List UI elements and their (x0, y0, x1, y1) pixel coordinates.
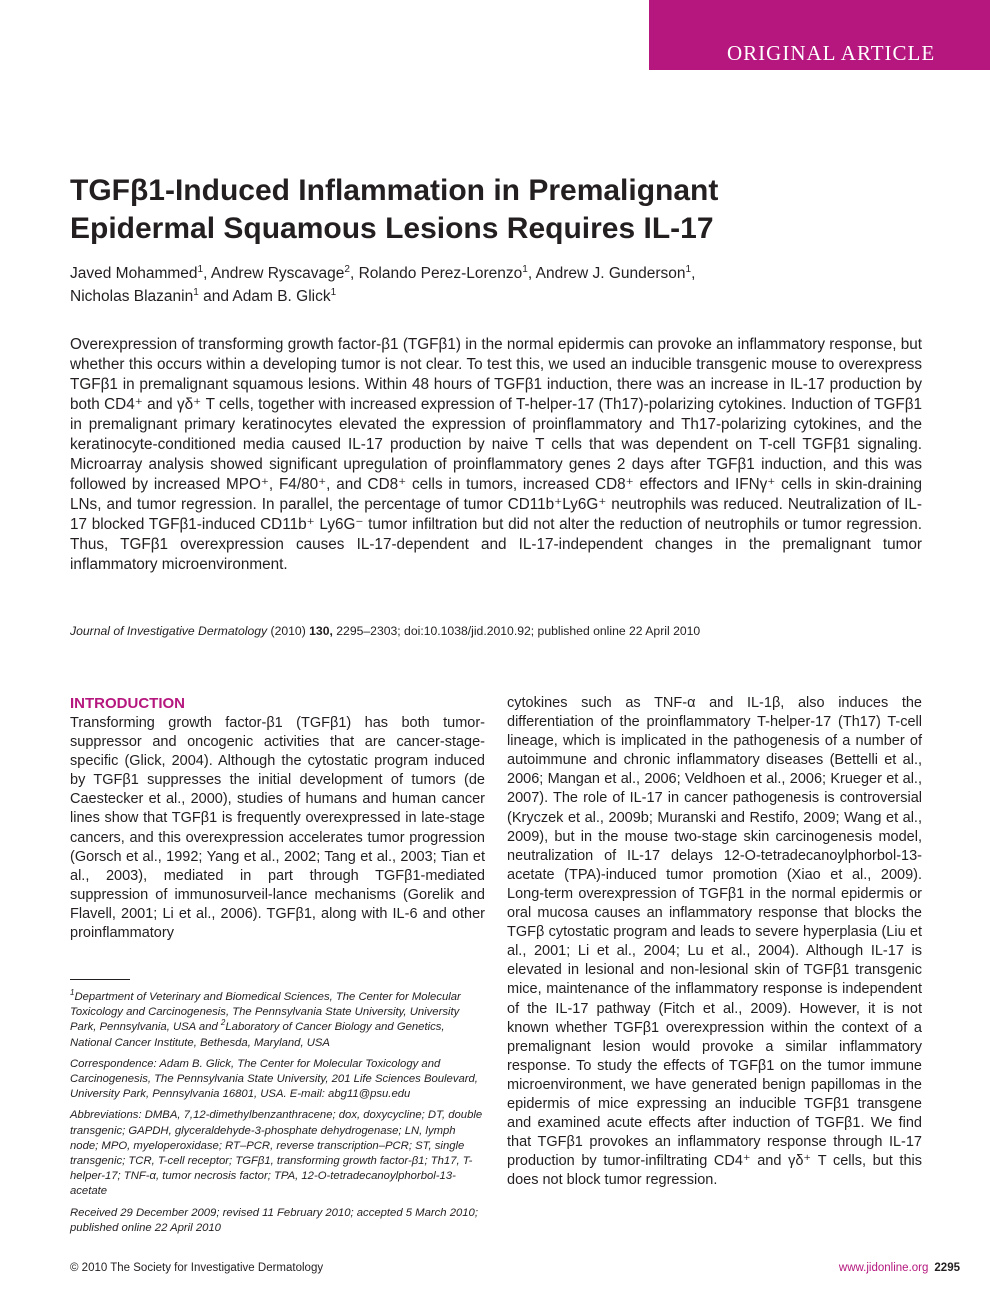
citation-journal: Journal of Investigative Dermatology (70, 624, 268, 638)
introduction-text-right: cytokines such as TNF-α and IL-1β, also induces the differentiation of the proinflammatory T-helper-17 (Th17) T-cell lineage, which is implicated in the pathogenesis of a number of autoimmune and chronic inflammatory diseases (Bettelli et al., 2006; Mangan et al., 2006; Veldhoen et al., 2006; Krueger et al., 2007). The role of IL-17 in cancer pathogenesis is controversial (Kryczek et al., 2009b; Muranski and Restifo, 2009; Wang et al., 2009), but in the mouse two-stage skin carcinogenesis model, neutralization of IL-17 delays 12-O-tetradecanoylphorbol-13-acetate (TPA)-induced tumor promotion (Xiao et al., 2009). Long-term overexpression of TGFβ1 in the normal epidermis or oral mucosa causes an inflammatory response that blocks the TGFβ cytostatic program and leads to severe hyperplasia (Liu et al., 2001; Li et al., 2004; Lu et al., 2004). Although IL-17 is elevated in lesional and non-lesional skin of TGFβ1 transgenic mice, maintenance of the inflammatory response is independent of the IL-17 pathway (Fitch et al., 2009). However, it is not known whether TGFβ1 overexpression within the context of a premalignant lesion would provoke a similar inflammatory response. To study the effects of TGFβ1 on the tumor immune microenvironment, we have generated benign papillomas in the epidermis of mice expressing an inducible TGFβ1 transgene and examined acute effects after induction of TGFβ1. We find that TGFβ1 provokes an inflammatory response through IL-17 production by tumor-infiltrating CD4⁺ and γδ⁺ T cells, but this does not block tumor regression. (507, 695, 922, 1189)
author-list (70, 262, 930, 308)
introduction-text-left: Transforming growth factor-β1 (TGFβ1) has both tumor-suppressor and oncogenic activities that are cancer-stage-specific (Glick, 2004). Although the cytostatic program induced by TGFβ1 suppresses the initial development of tumors (de Caestecker et al., 2000), studies of humans and human cancer lines show that TGFβ1 is frequently overexpressed in late-stage cancers, and this overexpression accelerates tumor progression (Gorsch et al., 1992; Yang et al., 2002; Tang et al., 2003; Tian et al., 2003), mediated in part through TGFβ1-mediated suppression of immunosurveil-lance mechanisms (Gorelik and Flavell, 2001; Li et al., 2006). TGFβ1, along with IL-6 and other proinflammatory (70, 715, 485, 942)
author-separator: , (349, 265, 359, 282)
article-title (70, 172, 950, 248)
author-name: Nicholas Blazanin (70, 288, 194, 305)
author-affiliation-mark: 1 (197, 263, 204, 275)
footnotes (70, 990, 485, 1242)
author-separator: , (527, 265, 536, 282)
abbreviations-note: Abbreviations: DMBA, 7,12-dimethylbenzanthracene; dox, doxycycline; DT, double transgenic; GAPDH, glyceraldehyde-3-phosphate dehydrogenase; LN, lymph node; MPO, myeloperoxidase; RT–PCR, reverse transcription–PCR; ST, single transgenic; TCR, T-cell receptor; TGFβ1, transforming growth factor-β1; Th17, T-helper-17; TNF-α, tumor necrosis factor; TPA, 12-O-tetradecanoylphorbol-13-acetate (70, 1109, 483, 1198)
author-name: Adam B. Glick (232, 288, 331, 305)
journal-url-link[interactable]: www.jidonline.org (838, 1262, 929, 1274)
author-name: Rolando Perez-Lorenzo (358, 265, 523, 282)
affiliation-mark: 2 (220, 1018, 226, 1028)
citation-volume: 130, (309, 624, 333, 638)
author-separator: and (198, 288, 233, 305)
right-column (507, 694, 922, 1190)
citation-line (70, 623, 930, 639)
left-column (70, 694, 485, 943)
correspondence-note: Correspondence: Adam B. Glick, The Center for Molecular Toxicology and Carcinogenesis, The Pennsylvania State University, 201 Life Sciences Boulevard, University Park, Pennsylvania 16801, USA. E-mail: abg11@psu.edu (70, 1057, 478, 1101)
received-note: Received 29 December 2009; revised 11 February 2010; accepted 5 March 2010; published online 22 April 2010 (70, 1206, 478, 1234)
abstract: Overexpression of transforming growth factor-β1 (TGFβ1) in the normal epidermis can provoke an inflammatory response, but whether this occurs within a developing tumor is not clear. To test this, we used an inducible transgenic mouse to overexpress TGFβ1 in premalignant squamous lesions. Within 48 hours of TGFβ1 induction, there was an increase in IL-17 production by both CD4⁺ and γδ⁺ T cells, together with increased expression of T-helper-17 (Th17)-polarizing cytokines. Induction of TGFβ1 in premalignant primary keratinocytes elevated the expression of proinflammatory and Th17-polarizing cytokines, and the keratinocyte-conditioned media caused IL-17 production by naive T cells that was dependent on T-cell TGFβ1 signaling. Microarray analysis showed significant upregulation of proinflammatory genes 2 days after TGFβ1 induction, and this was followed by increased MPO⁺, F4/80⁺, and CD8⁺ cells in tumors, increased CD8⁺ effectors and IFNγ⁺ cells in skin-draining LNs, and tumor regression. In parallel, the percentage of tumor CD11b⁺Ly6G⁺ neutrophils was reduced. Neutralization of IL-17 blocked TGFβ1-induced CD11b⁺ Ly6G⁻ tumor infiltration but did not alter the reduction of neutrophils or tumor regression. Thus, TGFβ1 overexpression causes IL-17-dependent and IL-17-independent changes in the premalignant tumor inflammatory microenvironment. (70, 336, 922, 573)
citation-details: 2295–2303; doi:10.1038/jid.2010.92; published online 22 April 2010 (332, 624, 701, 638)
author-separator: , (203, 265, 211, 282)
author-name: Andrew J. Gunderson (535, 265, 686, 282)
article-title-line-1: TGFβ1-Induced Inflammation in Premalignant (70, 174, 719, 207)
affiliation-1: Department of Veterinary and Biomedical Sciences, The Center for Molecular Toxicology and Carcinogenesis, The Pennsylvania State University, University Park, Pennsylvania, USA and (70, 991, 461, 1034)
affiliation-2: Laboratory of Cancer Biology and Genetics, National Cancer Institute, Bethesda, Maryland, USA (70, 1021, 445, 1049)
article-type-label: ORIGINAL ARTICLE (727, 41, 936, 65)
footer-right (839, 1260, 960, 1276)
author-name: Andrew Ryscavage (210, 265, 345, 282)
author-affiliation-mark: 1 (330, 286, 337, 298)
author-affiliation-mark: 1 (193, 286, 199, 298)
article-type-banner (649, 0, 990, 70)
affiliations-note (70, 990, 485, 1051)
citation-year: (2010) (267, 624, 310, 638)
introduction-heading: INTRODUCTION (70, 695, 185, 712)
author-affiliation-mark: 1 (685, 263, 692, 275)
author-separator: , (691, 265, 696, 282)
page-number: 2295 (934, 1262, 960, 1274)
footnote-divider (70, 979, 130, 980)
author-affiliation-mark: 2 (344, 263, 350, 275)
author-name: Javed Mohammed (70, 265, 198, 282)
author-affiliation-mark: 1 (522, 263, 528, 275)
affiliation-mark: 1 (70, 988, 75, 998)
footer-copyright: © 2010 The Society for Investigative Dermatology (70, 1262, 324, 1274)
article-title-line-2: Epidermal Squamous Lesions Requires IL-17 (70, 212, 714, 245)
